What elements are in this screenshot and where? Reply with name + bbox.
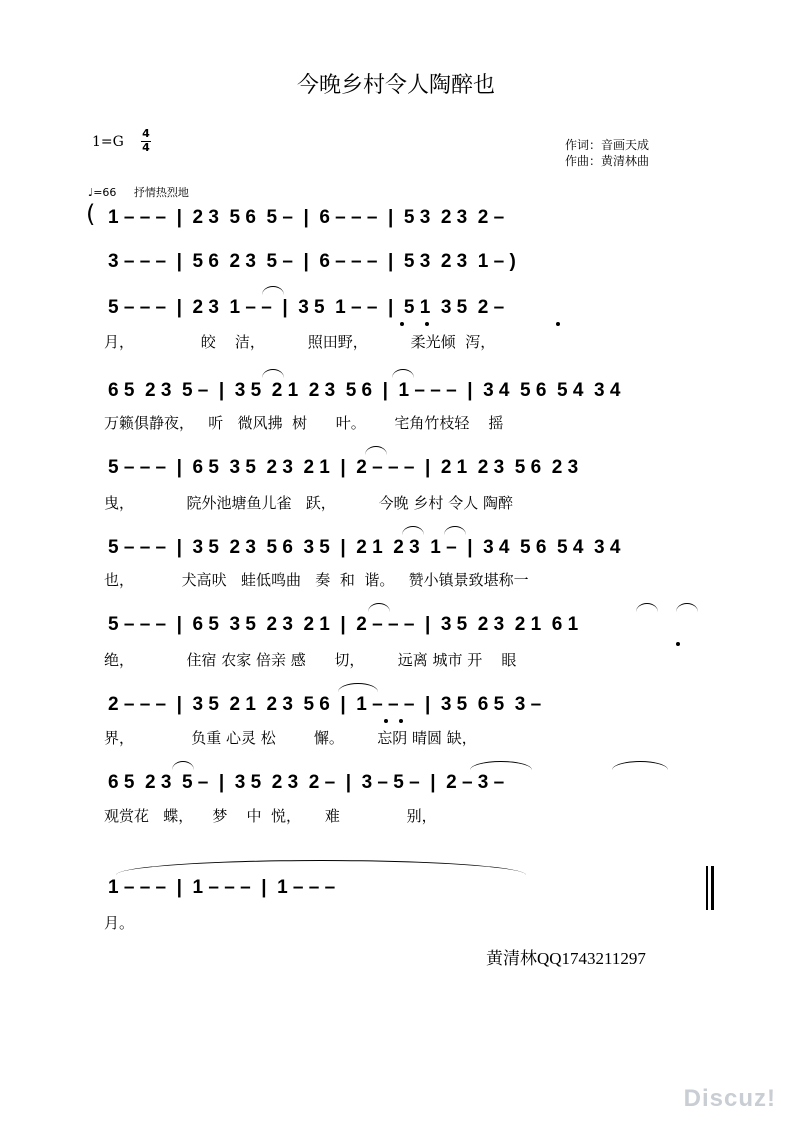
octave-dot xyxy=(556,322,560,326)
song-title: 今晚乡村令人陶醉也 xyxy=(296,73,495,98)
tie-mark xyxy=(612,761,668,770)
slur-mark xyxy=(338,683,378,692)
lyric-row-7: 绝， 住宿 农家 倍亲 感 切， 远离 城市 开 眼 xyxy=(104,651,517,669)
octave-dot xyxy=(676,642,680,646)
tempo-marking xyxy=(88,184,189,200)
score-row-2: 3 – – – | 5 6 2 3 5 – | 6 – – – | 5 3 2 3 1 – ) xyxy=(108,251,516,272)
slur-mark xyxy=(262,369,284,378)
slur-mark xyxy=(636,603,658,612)
lyricist-credit: 作词：音画天成 xyxy=(565,138,650,152)
long-tie-mark xyxy=(116,860,526,875)
slur-mark xyxy=(262,286,284,295)
lyric-row-9: 观赏花 蝶， 梦 中 悦， 难 别， xyxy=(104,807,437,825)
repeat-open-paren: ( xyxy=(86,200,96,228)
octave-dot xyxy=(384,719,388,723)
discuz-watermark: Discuz! xyxy=(683,1085,776,1112)
composer-credit: 作曲：黄清林曲 xyxy=(565,154,650,168)
score-row-3: 5 – – – | 2 3 1 – – | 3 5 1 – – | 5 1 3 5 2 – xyxy=(108,297,505,318)
lyric-row-10: 月。 xyxy=(104,914,135,932)
slur-mark xyxy=(365,446,387,455)
octave-dot xyxy=(399,719,403,723)
time-signature-top: 4 xyxy=(142,127,150,140)
slur-mark xyxy=(368,603,390,612)
expression-marking: 抒情热烈地 xyxy=(133,186,189,199)
final-barline-thin xyxy=(706,866,708,910)
octave-dot xyxy=(425,322,429,326)
lyric-row-5: 曳， 院外池塘鱼儿雀 跃， 今晚 乡村 令人 陶醉 xyxy=(104,494,513,512)
tempo-value: ♩=66 xyxy=(88,186,117,199)
score-row-6: 5 – – – | 3 5 2 3 5 6 3 5 | 2 1 2 3 1 – | 3 4 5 6 5 4 3 4 xyxy=(108,537,621,558)
time-signature xyxy=(140,128,152,154)
lyric-row-6: 也， 犬高吠 蛙低鸣曲 奏 和 谐。 赞小镇景致堪称一 xyxy=(104,571,529,589)
lyric-row-4: 万籁俱静夜， 听 微风拂 树 叶。 宅角竹枝轻 摇 xyxy=(104,414,504,432)
key-signature: 1=G xyxy=(92,134,124,150)
lyric-row-3: 月， 皎 洁， 照田野， 柔光倾 泻， xyxy=(104,333,496,351)
final-barline-thick xyxy=(711,866,714,910)
score-row-8: 2 – – – | 3 5 2 1 2 3 5 6 | 1 – – – | 3 5 6 5 3 – xyxy=(108,694,542,715)
slur-mark xyxy=(392,369,414,378)
slur-mark xyxy=(172,761,194,770)
octave-dot xyxy=(400,322,404,326)
score-row-9: 6 5 2 3 5 – | 3 5 2 3 2 – | 3 – 5 – | 2 – 3 – xyxy=(108,772,505,793)
tie-mark xyxy=(470,761,532,770)
lyric-row-8: 界， 负重 心灵 松 懈。 忘阴 晴圆 缺， xyxy=(104,729,477,747)
score-row-7: 5 – – – | 6 5 3 5 2 3 2 1 | 2 – – – | 3 5 2 3 2 1 6 1 xyxy=(108,614,579,635)
slur-mark xyxy=(444,526,466,535)
slur-mark xyxy=(676,603,698,612)
score-row-4: 6 5 2 3 5 – | 3 5 2 1 2 3 5 6 | 1 – – – | 3 4 5 6 5 4 3 4 xyxy=(108,380,621,401)
score-row-5: 5 – – – | 6 5 3 5 2 3 2 1 | 2 – – – | 2 1 2 3 5 6 2 3 xyxy=(108,457,579,478)
score-row-1: 1 – – – | 2 3 5 6 5 – | 6 – – – | 5 3 2 3 2 – xyxy=(108,207,505,228)
slur-mark xyxy=(402,526,424,535)
time-signature-bottom: 4 xyxy=(142,141,150,154)
author-signature: 黄清林QQ1743211297 xyxy=(486,949,646,968)
score-row-10: 1 – – – | 1 – – – | 1 – – – xyxy=(108,877,336,898)
